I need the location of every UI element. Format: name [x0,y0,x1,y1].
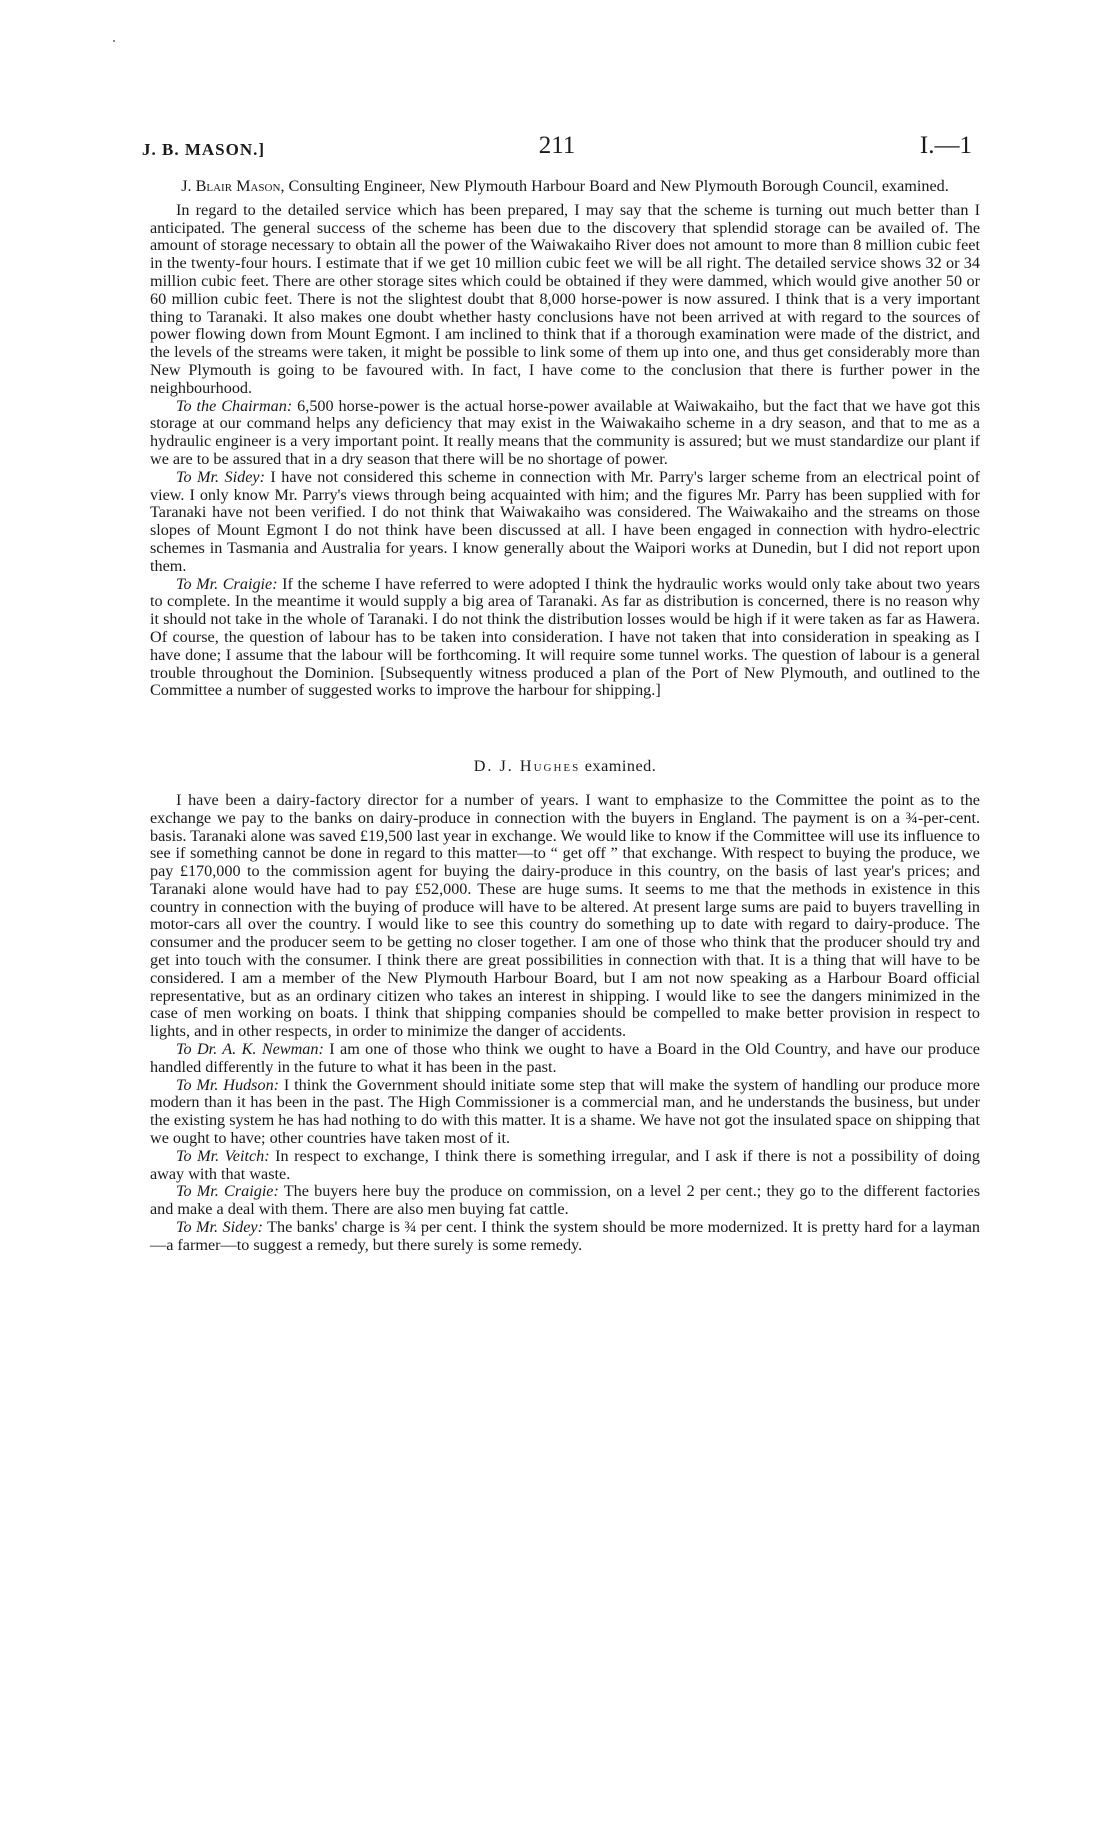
paragraph [150,1041,980,1077]
paragraph [150,1219,980,1255]
paragraph [150,202,980,398]
section-gap [150,700,980,758]
paragraph-text: If the scheme I have referred to were adopted I think the hydraulic works would only take about two years to complete. In the meantime it would supply a big area of Taranaki. As far as distribution is concerned, there is no reason why it should not take in the whole of Taranaki. I do not think the distribution losses would be high if it were taken as far as Hawera. Of course, the question of labour has to be taken into consideration. I have not taken that into consideration in speaking as I have done; I assume that the labour will be forthcoming. It will require some tunnel works. The question of labour is a general trouble throughout the Dominion. [Subsequently witness produced a plan of the Port of New Plymouth, and outlined to the Committee a number of suggested works to improve the harbour for shipping.] [150,574,980,700]
page-header [142,132,972,164]
paragraph [150,576,980,701]
paragraph-text: 6,500 horse-power is the actual horse-power available at Waiwakaiho, but the fact that we have got this storage at our command helps any deficiency that may exist in the Waiwakaiho scheme in a dry season, and that to me as a hydraulic engineer is a very important point. It really means that the community is assured; but we must standardize our plant if we are to be assured that in a dry season that there will be no shortage of power. [150,396,981,468]
header-witness: J. B. MASON.] [142,140,266,159]
document-body [150,178,980,1255]
section-heading-mason [150,178,980,196]
paragraph-text: The banks' charge is ¾ per cent. I think the system should be more modernized. It is pretty hard for a layman—a farmer—to suggest a remedy, but there surely is some remedy. [150,1218,981,1254]
paragraph [150,792,980,1041]
witness-name: J. Blair Mason [181,177,281,195]
scan-speck [113,40,115,42]
paragraph-text: In respect to exchange, I think there is something irregular, and I ask if there is not a possibility of doing away with that waste. [150,1146,980,1183]
addressee: To Mr. Sidey: [176,467,265,486]
paragraph [150,398,980,469]
paragraph-text: In regard to the detailed service which has been prepared, I may say that the scheme is turning out much better than I anticipated. The general success of the scheme has been due to the discovery that splendid storage can be availed of. The amount of storage necessary to obtain all the power of the Waiwakaiho River does not amount to more than 8 million cubic feet in the twenty-four hours. I estimate that if we get 10 million cubic feet we will be all right. The detailed service shows 32 or 34 million cubic feet. There are other storage sites which could be obtained if they were dammed, which would give another 50 or 60 million cubic feet. There is not the slightest doubt that 8,000 horse-power is now assured. I think that is a very important thing to Taranaki. It also makes one doubt whether hasty conclusions have not been arrived at with regard to the sources of power flowing down from Mount Egmont. I am inclined to think that if a thorough examination were made of the district, and the levels of the streams were taken, it might be possible to link some of them up into one, and thus get considerably more than New Plymouth is going to be favoured with. In fact, I have come to the conclusion that there is further power in the neighbourhood. [150,200,980,397]
paragraph-text: I think the Government should initiate some step that will make the system of handling our produce more modern than it has been in the past. The High Commissioner is a commercial man, and he understands the business, but under the existing system he has had nothing to do with this matter. It is a shame. We have not got the insulated space on shipping that we ought to have; other countries have taken most of it. [150,1075,980,1148]
paragraph [150,1148,980,1184]
addressee: To Dr. A. K. Newman: [176,1040,324,1059]
addressee: To Mr. Hudson: [176,1075,280,1094]
addressee: To Mr. Craigie: [176,1182,279,1201]
paragraph-text: I have been a dairy-factory director for a number of years. I want to emphasize to the Committee the point as to the exchange we pay to the banks on dairy-produce in connection with the buyers in England. The payment is on a ¾-per-cent. basis. Taranaki alone was saved £19,500 last year in exchange. We would like to know if the Committee will use its influence to see if something cannot be done in regard to this matter—to “ get off ” that exchange. With respect to buying the produce, we pay £170,000 to the commission agent for buying the dairy-produce in this country, on the basis of last year's prices; and Taranaki alone would have had to pay £52,000. These are huge sums. It seems to me that the methods in existence in this country in connection with the buying of produce will have to be altered. At present large sums are paid to buyers travelling in motor-cars all over the country. I would like to see this country do something up to date with regard to dairy-produce. The consumer and the producer seem to be getting no closer together. I am one of those who think that the producer should try and get into touch with the consumer. I think there are great possibilities in connection with that. It is a thing that will have to be considered. I am a member of the New Plymouth Harbour Board, but I am not now speaking as a Harbour Board official representative, but as an ordinary citizen who takes an interest in shipping. I would like to see the dangers minimized in the case of men working on boats. I think that shipping companies should be compelled to make better provision in respect to lights, and in other respects, in order to minimize the danger of accidents. [150,790,980,1041]
paragraph-text: I am one of those who think we ought to have a Board in the Old Country, and have our produce handled differently in the future to what it has been in the past. [150,1040,980,1076]
section-heading-hughes [150,758,980,776]
witness-name: D. J. Hughes [473,757,581,776]
paragraph [150,1183,980,1219]
document-reference: I.—1 [919,132,972,159]
addressee: To Mr. Veitch: [176,1146,270,1165]
addressee: To the Chairman: [176,396,293,415]
paragraph-text: I have not considered this scheme in connection with Mr. Parry's larger scheme from an electrical point of view. I only know Mr. Parry's views through being acquainted with him; and the figures Mr. Parry has been supplied with for Taranaki have not been verified. I do not think that Waiwakaiho was considered. The Waiwakaiho and the streams on those slopes of Mount Egmont I do not think have been discussed at all. I have been engaged in connection with hydro-electric schemes in Tasmania and Australia for years. I know generally about the Waipori works at Dunedin, but I did not report upon them. [150,467,981,575]
witness-description: examined. [580,757,657,776]
addressee: To Mr. Sidey: [176,1218,263,1237]
witness-description: , Consulting Engineer, New Plymouth Harbour Board and New Plymouth Borough Council, examined. [280,177,949,195]
page-number: 211 [538,132,576,159]
paragraph-text: The buyers here buy the produce on commission, on a level 2 per cent.; they go to the different factories and make a deal with them. There are also men buying fat cattle. [150,1182,980,1219]
addressee: To Mr. Craigie: [176,574,278,593]
paragraph [150,469,980,576]
paragraph [150,1077,980,1148]
